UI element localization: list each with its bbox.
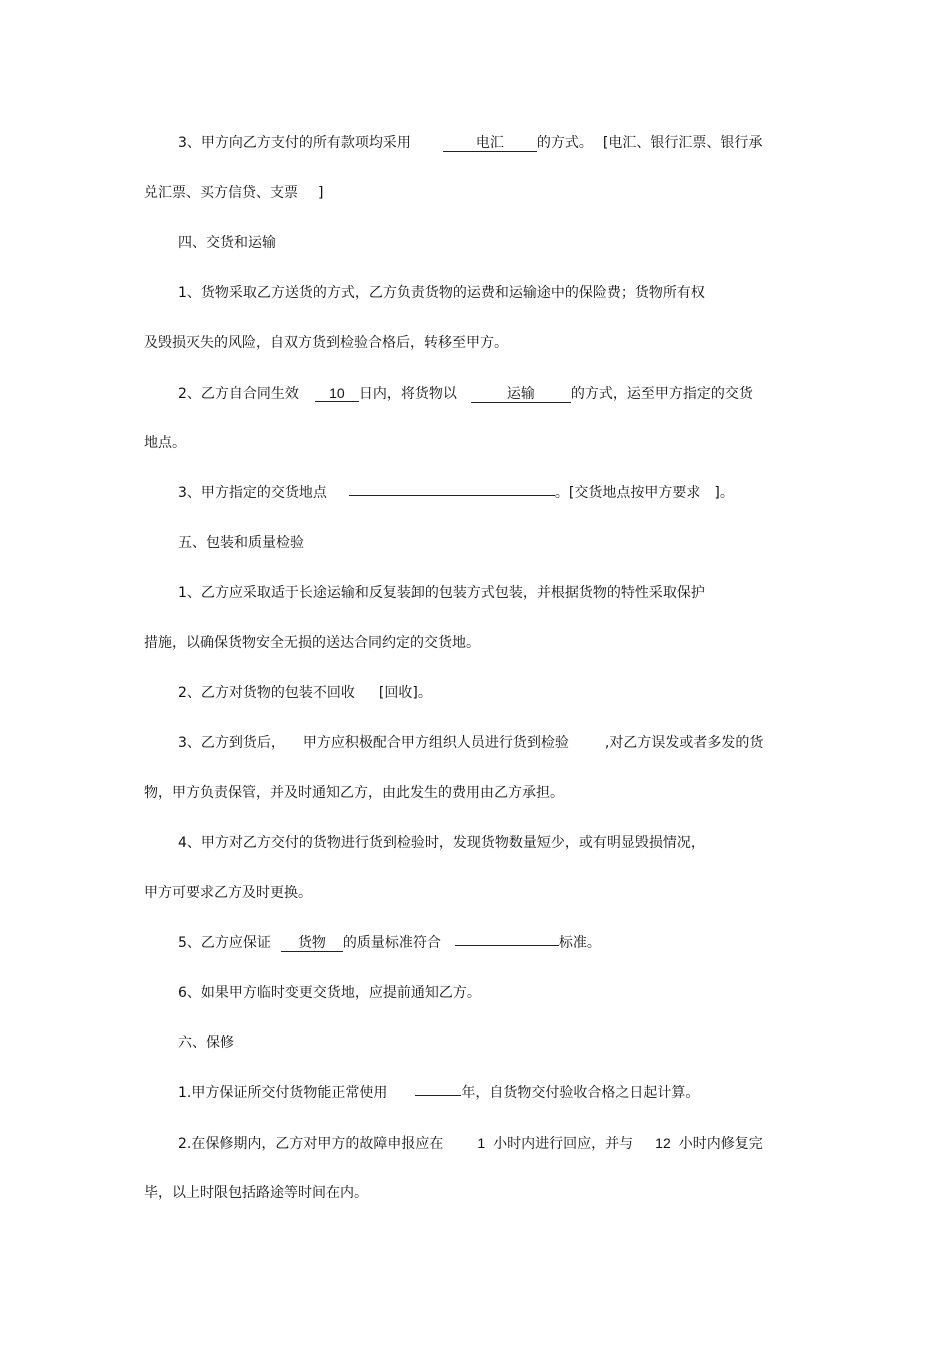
delivery-days-blank: 10: [315, 383, 359, 403]
section-5-clause-1-cont: 措施，以确保货物安全无损的送达合同约定的交货地。: [144, 635, 480, 651]
section-5-clause-5: 5、乙方应保证 货物 的质量标准符合 标准。: [178, 935, 601, 951]
section-5-clause-4: 4、甲方对乙方交付的货物进行货到检验时，发现货物数量短少，或有明显毁损情况，: [178, 835, 705, 851]
section-6-clause-1: 1.甲方保证所交付货物能正常使用 年，自货物交付验收合格之日起计算。: [178, 1085, 700, 1101]
section-4-clause-2-cont: 地点。: [144, 435, 186, 451]
section-4-clause-2: 2、乙方自合同生效 10 日内，将货物以 运输 的方式，运至甲方指定的交货: [178, 385, 753, 402]
section-4-title: 四、交货和运输: [178, 235, 276, 251]
section-6-clause-2: 2.在保修期内，乙方对甲方的故障申报应在 1 小时内进行回应，并与 12 小时内修复完: [178, 1135, 763, 1152]
section-6-clause-2-cont: 毕，以上时限包括路途等时间在内。: [144, 1185, 368, 1201]
section-4-clause-3: 3、甲方指定的交货地点 。[交货地点按甲方要求 ]。: [178, 485, 734, 501]
section-5-clause-6: 6、如果甲方临时变更交货地，应提前通知乙方。: [178, 985, 481, 1001]
delivery-method-blank: 运输: [471, 384, 571, 404]
section-6-title: 六、保修: [178, 1035, 234, 1051]
payment-clause: 3、甲方向乙方支付的所有款项均采用 电汇 的方式。 [电汇、银行汇票、银行承: [178, 135, 763, 151]
section-5-title: 五、包装和质量检验: [178, 535, 304, 551]
section-5-clause-2: 2、乙方对货物的包装不回收 [回收]。: [178, 685, 432, 701]
payment-method-blank: 电汇: [443, 133, 537, 153]
section-5-clause-1: 1、乙方应采取适于长途运输和反复装卸的包装方式包装，并根据货物的特性采取保护: [178, 585, 705, 601]
section-4-clause-1-cont: 及毁损灭失的风险，自双方货到检验合格后，转移至甲方。: [144, 335, 508, 351]
section-4-clause-1: 1、货物采取乙方送货的方式，乙方负责货物的运费和运输途中的保险费；货物所有权: [178, 285, 705, 301]
quality-goods-blank: 货物: [281, 933, 343, 953]
section-5-clause-3-cont: 物，甲方负责保管，并及时通知乙方，由此发生的费用由乙方承担。: [144, 785, 564, 801]
section-5-clause-3: 3、乙方到货后， 甲方应积极配合甲方组织人员进行货到检验 ,对乙方误发或者多发的货: [178, 735, 764, 751]
section-5-clause-4-cont: 甲方可要求乙方及时更换。: [144, 885, 312, 901]
payment-options-continued: 兑汇票、买方信贷、支票 ]: [144, 185, 324, 201]
